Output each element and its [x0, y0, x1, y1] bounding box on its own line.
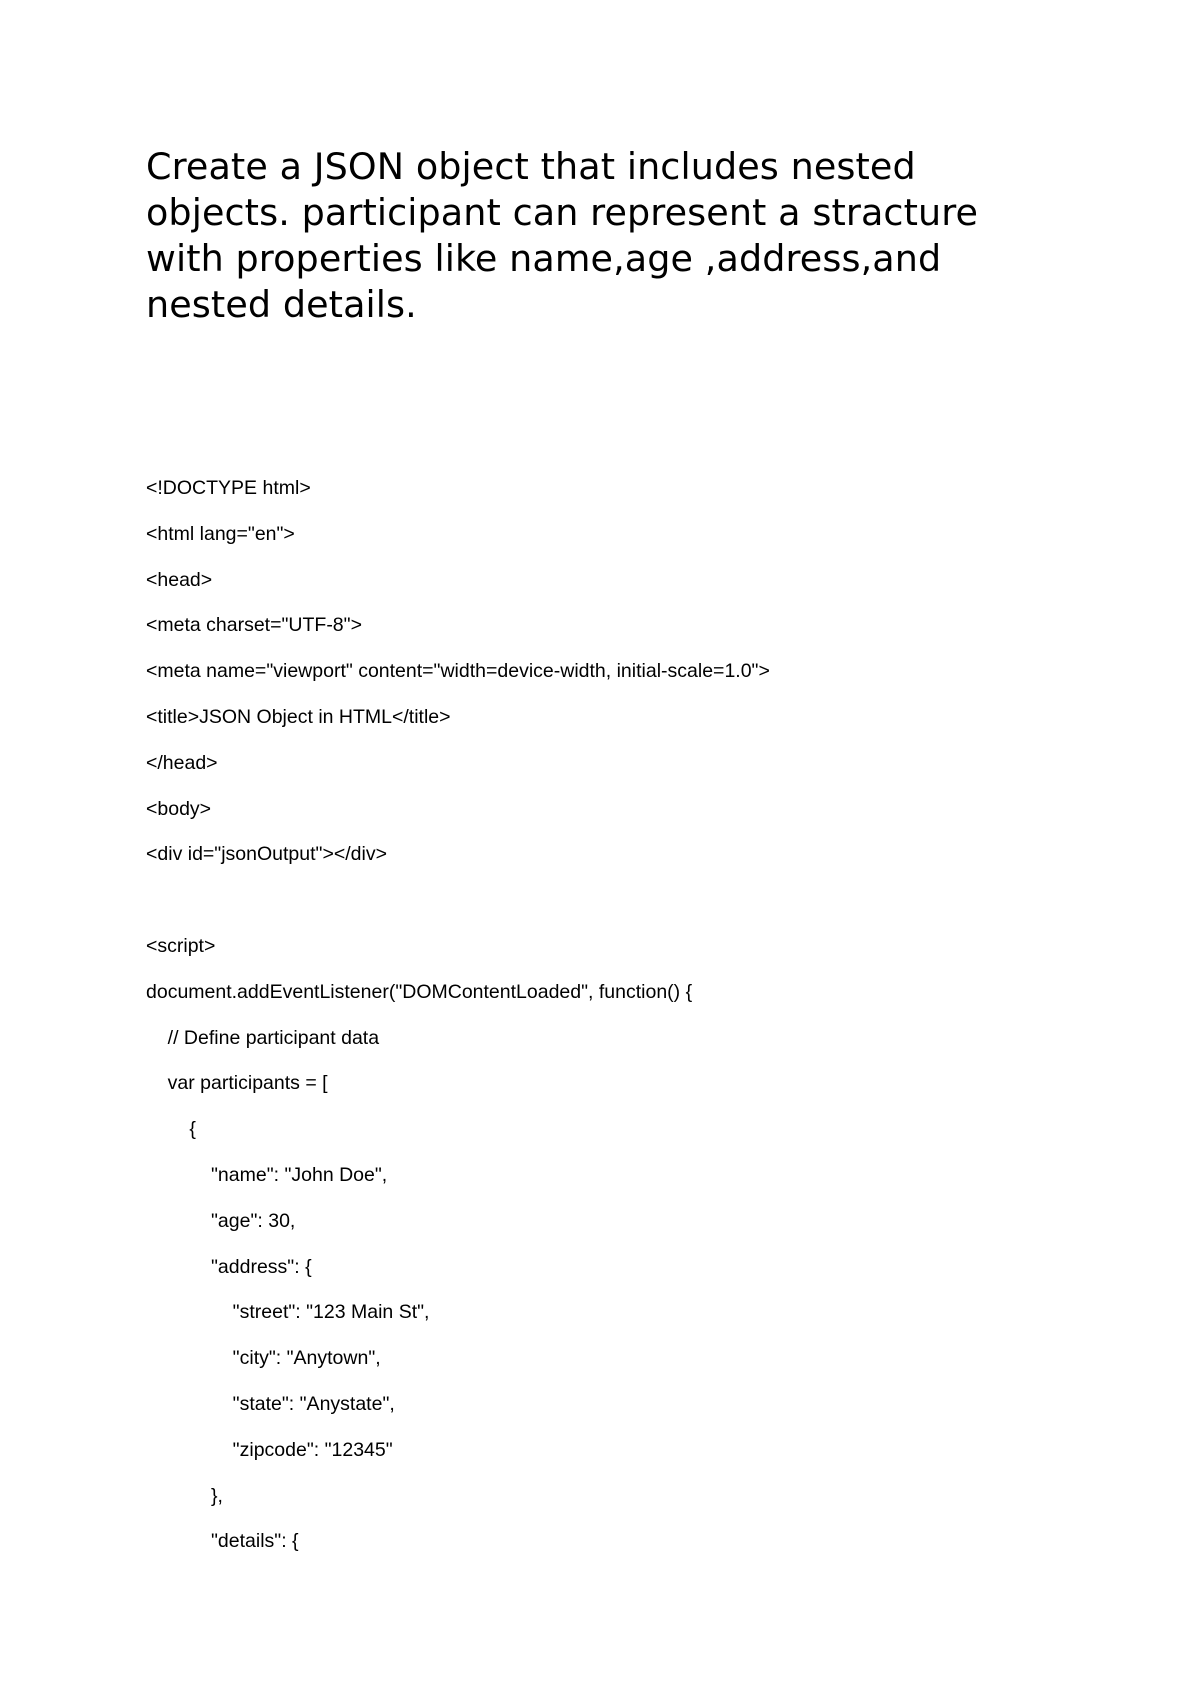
code-line: <html lang="en">	[146, 522, 295, 545]
code-line: <!DOCTYPE html>	[146, 477, 311, 499]
code-line-blank	[146, 878, 1146, 924]
code-listing	[146, 466, 1146, 1565]
code-line: "city": "Anytown",	[146, 1347, 381, 1370]
code-line: <div id="jsonOutput"></div>	[146, 843, 387, 866]
document-heading	[146, 144, 1046, 328]
code-line: </head>	[146, 751, 218, 774]
code-line: "state": "Anystate",	[146, 1392, 395, 1415]
code-line: "age": 30,	[146, 1209, 296, 1232]
code-line: "street": "123 Main St",	[146, 1301, 430, 1324]
heading-line: Create a JSON object that includes nested	[146, 145, 916, 188]
heading-line: objects. participant can represent a stracture	[146, 191, 979, 234]
code-line: // Define participant data	[146, 1026, 380, 1049]
code-line: <body>	[146, 797, 212, 820]
code-line: },	[146, 1484, 223, 1507]
code-line: var participants = [	[146, 1072, 328, 1095]
heading-line: nested details.	[146, 283, 417, 326]
code-line: {	[146, 1118, 196, 1141]
code-line: <meta charset="UTF-8">	[146, 614, 362, 637]
code-line: <script>	[146, 934, 216, 957]
code-line: "details": {	[146, 1530, 299, 1553]
heading-line: with properties like name,age ,address,and	[146, 237, 942, 280]
code-line: "zipcode": "12345"	[146, 1438, 393, 1461]
code-line: "name": "John Doe",	[146, 1163, 388, 1186]
code-line: <head>	[146, 568, 213, 591]
code-line: "address": {	[146, 1255, 312, 1278]
code-line: <title>JSON Object in HTML</title>	[146, 705, 451, 728]
code-line: document.addEventListener("DOMContentLoaded", function() {	[146, 980, 693, 1003]
code-line: <meta name="viewport" content="width=device-width, initial-scale=1.0">	[146, 660, 770, 683]
